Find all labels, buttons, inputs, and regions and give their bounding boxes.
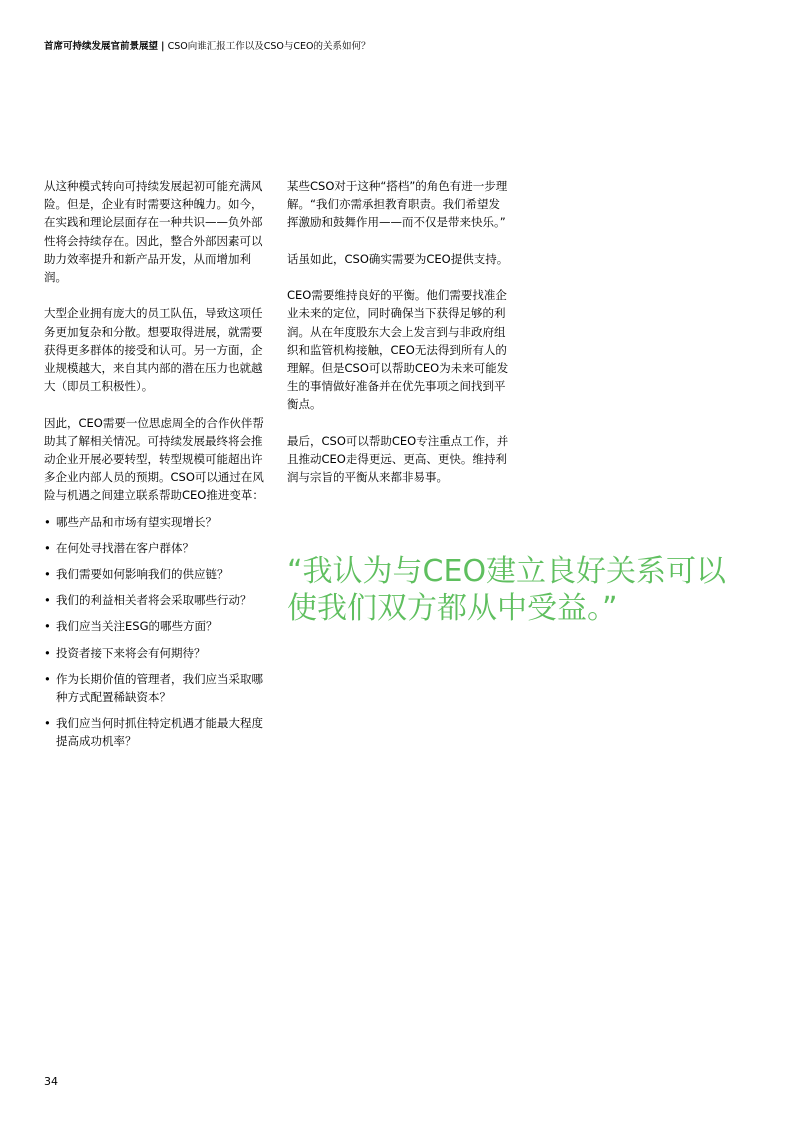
list-item: • 投资者接下来将会有何期待？ bbox=[44, 644, 266, 662]
body-paragraph: 最后，CSO可以帮助CEO专注重点工作，并且推动CEO走得更远、更高、更快。维持利润与宗旨的平衡从来都非易事。 bbox=[287, 433, 509, 485]
list-item: • 我们应当关注ESG的哪些方面？ bbox=[44, 617, 266, 635]
pull-quote: “我认为与CEO建立良好关系可以使我们双方都从中受益。” bbox=[287, 554, 727, 626]
body-paragraph: CEO需要维持良好的平衡。他们需要找准企业未来的定位，同时确保当下获得足够的利润。从在年度股东大会上发言到与非政府组织和监管机构接触，CEO无法得到所有人的理解。但是CSO可以帮助CEO为未来可能发生的事情做好准备并在优先事项之间找到平衡点。 bbox=[287, 288, 509, 412]
right-column bbox=[287, 177, 509, 505]
body-paragraph: 某些CSO对于这种“搭档”的角色有进一步理解。“我们亦需承担教育职责。我们希望发挥激励和鼓舞作用——而不仅是带来快乐。” bbox=[287, 179, 508, 230]
list-item: • 我们的利益相关者将会采取哪些行动？ bbox=[44, 591, 266, 609]
body-paragraph: 大型企业拥有庞大的员工队伍，导致这项任务更加复杂和分散。想要取得进展，就需要获得更多群体的接受和认可。另一方面，企业规模越大，来自其内部的潜在压力也就越大（即员工积极性）。 bbox=[44, 306, 263, 394]
list-item: • 作为长期价值的管理者，我们应当采取哪种方式配置稀缺资本？ bbox=[44, 670, 266, 706]
list-item: • 我们需要如何影响我们的供应链？ bbox=[44, 565, 266, 583]
header-separator: | bbox=[161, 41, 165, 52]
list-item: • 在何处寻找潜在客户群体？ bbox=[44, 539, 266, 557]
question-list bbox=[44, 513, 266, 751]
header-section-title: 首席可持续发展官前景展望 bbox=[44, 41, 159, 52]
body-paragraph: 从这种模式转向可持续发展起初可能充满风险。但是，企业有时需要这种魄力。如今，在实践和理论层面存在一种共识——负外部性将会持续存在。因此，整合外部因素可以助力效率提升和新产品开发，从而增加利润。 bbox=[44, 179, 263, 285]
body-paragraph: 因此，CEO需要一位思虑周全的合作伙伴帮助其了解相关情况。可持续发展最终将会推动企业开展必要转型，转型规模可能超出许多企业内部人员的预期。CSO可以通过在风险与机遇之间建立联系帮助CEO推进变革： bbox=[44, 415, 264, 503]
body-paragraph: 话虽如此，CSO确实需要为CEO提供支持。 bbox=[287, 251, 509, 266]
list-item: • 我们应当何时抓住特定机遇才能最大程度提高成功机率？ bbox=[44, 714, 266, 750]
left-column bbox=[44, 177, 266, 759]
page-number: 34 bbox=[44, 1075, 58, 1088]
list-item: • 哪些产品和市场有望实现增长？ bbox=[44, 513, 266, 531]
running-header bbox=[44, 41, 744, 53]
header-subtitle: CSO向谁汇报工作以及CSO与CEO的关系如何？ bbox=[167, 41, 371, 52]
